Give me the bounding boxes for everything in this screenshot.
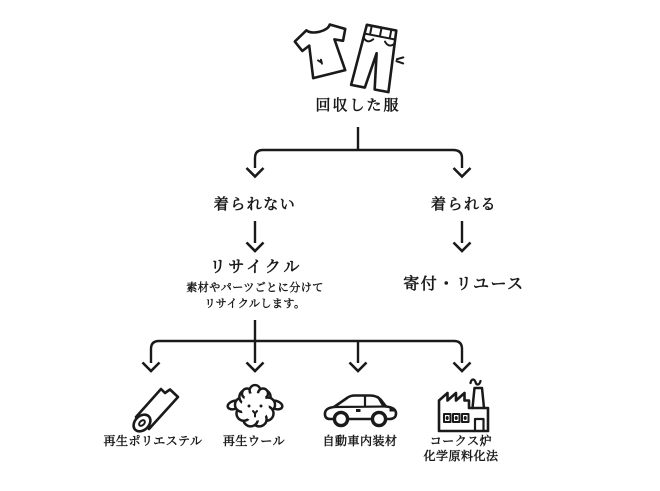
output-label-wool: 再生ウール [222, 434, 286, 448]
tshirt-icon [293, 21, 355, 80]
clothes-icon [288, 14, 420, 96]
output-label-coke-oven-line2: 化学原料化法 [423, 449, 499, 463]
sheep-icon [226, 377, 284, 433]
recycle-description [186, 280, 324, 312]
recycle-label: リサイクル [209, 259, 303, 276]
output-label-car-interior: 自動車内装材 [322, 434, 398, 448]
root-node-label: 回収した服 [315, 97, 401, 114]
jeans-icon [351, 24, 409, 94]
output-label-polyester: 再生ポリエステル [103, 434, 203, 448]
output-label-coke-oven [423, 434, 498, 464]
not-wearable-label: 着られない [213, 196, 297, 213]
wearable-label: 着られる [430, 196, 498, 213]
fabric-roll-icon [123, 379, 183, 433]
factory-icon [432, 376, 492, 434]
donation-reuse-label: 寄付・リユース [403, 276, 525, 293]
recycle-description-line2: リサイクルします。 [204, 298, 306, 310]
car-icon [321, 386, 401, 430]
recycle-description-line1: 素材やパーツごとに分けて [186, 282, 324, 294]
output-label-coke-oven-line1: コークス炉 [429, 434, 493, 448]
